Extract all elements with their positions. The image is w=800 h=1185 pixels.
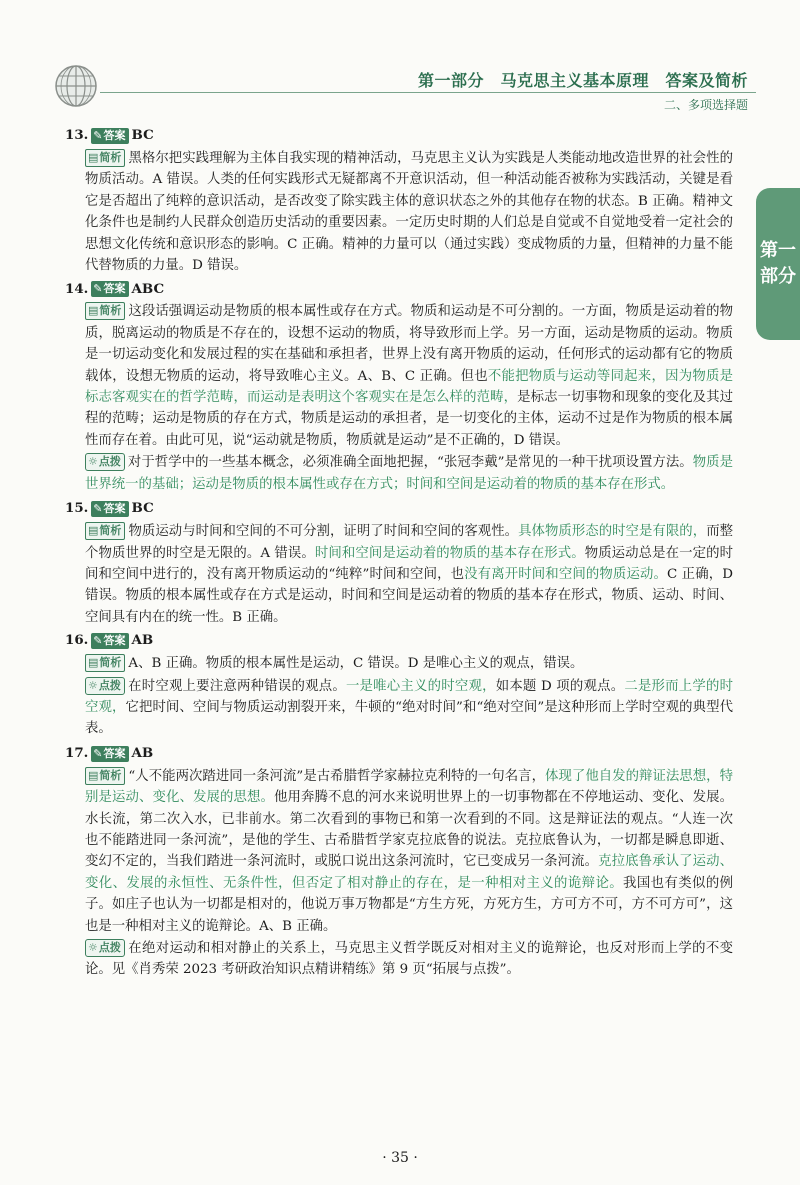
- header-divider: [100, 92, 756, 93]
- tip-text: 在绝对运动和相对静止的关系上，马克思主义哲学既反对相对主义的诡辩论，也反对形而上学的不变论。见《肖秀荣 2023 考研政治知识点精讲精练》第 9 页“拓展与点拨”。: [85, 941, 733, 978]
- explanation-text: “人不能两次踏进同一条河流”是古希腊哲学家赫拉克利特的一句名言，: [128, 768, 546, 784]
- book-icon: ▤: [88, 151, 99, 164]
- explanation: [85, 148, 733, 276]
- highlight-text: 时间和空间是运动着的物质的基本存在形式。: [314, 545, 585, 561]
- answer-label: 答案: [103, 129, 126, 142]
- question-16: [65, 629, 734, 740]
- answer-label: 答案: [103, 746, 126, 760]
- side-section-tab: [756, 188, 800, 340]
- tip-text: 如本题 D 项的观点。: [495, 678, 625, 694]
- tip: [85, 938, 733, 981]
- highlight-text: 体现了他自发的辩证法思想，特别是运动、变化、发展的思想。: [85, 768, 733, 806]
- tip-label: 点拨: [98, 941, 121, 954]
- explain-badge: [85, 149, 125, 167]
- header-title: 第一部分 马克思主义基本原理 答案及简析: [417, 71, 748, 90]
- answer-line: [65, 742, 733, 766]
- answer-value: BC: [131, 500, 154, 517]
- question-number: 14.: [65, 280, 89, 297]
- highlight-text: 具体物质形态的时空是有限的，: [518, 524, 707, 540]
- explanation-text: 我国也有类似的例子。如庄子也认为一切都是相对的，他说万事万物都是“方生方死，方死方生，方可方不可，方不可方可”，这也是一种相对主义的诡辩论。A、B 正确。: [85, 875, 734, 934]
- explanation: [85, 766, 733, 937]
- explanation-text: C 正确，D 错误。物质的根本属性或存在方式是运动，时间和空间是运动着的物质的基本存在形式，物质、运动、时间、空间具有内在的统一性。B 正确。: [85, 566, 733, 625]
- explain-badge: [85, 522, 125, 540]
- explain-badge: [85, 302, 125, 320]
- pencil-icon: ✎: [93, 282, 103, 296]
- explanation-text: 他用奔腾不息的河水来说明世界上的一切事物都在不停地运动、变化、发展。水长流，第二次入水，已非前水。第二次看到的事物已和第一次看到的不同。这是辩证法的观点。“人连一次也不能踏进同一条河流”，是他的学生、古希腊哲学家克拉底鲁的说法。克拉底鲁认为，一切都是瞬息即逝、变幻不定的，当我们踏进一条河流时，或脱口说出这条河流时，它已变成另一条河流。: [85, 790, 734, 870]
- pencil-icon: ✎: [93, 129, 103, 142]
- book-icon: ▤: [88, 768, 99, 782]
- highlight-text: 物质是世界统一的基础；运动是物质的根本属性或存在方式；时间和空间是运动着的物质的基本存在形式。: [85, 455, 733, 492]
- explanation-text: 是标志一切事物和现象的变化及其过程的范畴；运动是物质的存在方式，物质是运动的承担者，是一切变化的主体，运动不过是作为物质的根本属性而存在着。由此可见，说“运动就是物质，物质就是运动”是不正确的，D 错误。: [85, 390, 734, 448]
- answer-value: AB: [131, 632, 154, 649]
- pencil-icon: ✎: [93, 502, 103, 516]
- tip: [85, 676, 733, 740]
- explanation-text: 而整个物质世界的时空是无限的。A 错误。: [85, 524, 734, 561]
- highlight-text: 二是形而上学的时空观，: [85, 678, 734, 715]
- question-14: [65, 277, 734, 495]
- answer-badge: [91, 128, 128, 144]
- explanation-text: 物质运动总是在一定的时间和空间中进行的，没有离开物质运动的“纯粹”时间和空间，也: [85, 545, 734, 582]
- explanation: [85, 521, 733, 628]
- question-number: 15.: [65, 500, 89, 517]
- explain-label: 简析: [99, 304, 122, 318]
- answer-label: 答案: [103, 282, 126, 296]
- pencil-icon: ✎: [93, 746, 103, 760]
- highlight-text: 没有离开时间和空间的物质运动。: [464, 566, 668, 582]
- question-number: 16.: [65, 632, 89, 649]
- answer-content: [65, 124, 734, 983]
- explanation: [85, 653, 733, 674]
- explanation-text: A、B 正确。物质的根本属性是运动，C 错误。D 是唯心主义的观点，错误。: [128, 656, 584, 672]
- side-tab-line2: 部分: [760, 266, 796, 287]
- tip-text: 它把时间、空间与物质运动割裂开来，牛顿的“绝对时间”和“绝对空间”是这种形而上学时空观的典型代表。: [85, 699, 734, 737]
- globe-icon: [54, 64, 98, 108]
- lightbulb-icon: ☼: [88, 941, 98, 954]
- explanation: [85, 301, 733, 451]
- highlight-text: 一是唯心主义的时空观，: [345, 678, 496, 694]
- answer-label: 答案: [103, 502, 126, 516]
- answer-value: AB: [131, 745, 154, 762]
- answer-value: ABC: [131, 280, 165, 297]
- lightbulb-icon: ☼: [88, 455, 98, 469]
- answer-label: 答案: [103, 634, 126, 648]
- explain-label: 简析: [99, 524, 122, 538]
- tip-badge: [85, 677, 125, 695]
- answer-badge: [91, 281, 128, 297]
- answer-line: [65, 497, 733, 521]
- header-subtitle: 二、多项选择题: [663, 98, 748, 112]
- book-icon: ▤: [88, 524, 99, 538]
- explain-label: 简析: [99, 151, 122, 164]
- answer-badge: [91, 746, 128, 762]
- answer-line: [65, 629, 733, 653]
- tip-text: 对于哲学中的一些基本概念，必须准确全面地把握，“张冠李戴”是常见的一种干扰项设置方法。: [127, 455, 693, 471]
- question-15: [65, 497, 734, 628]
- answer-value: BC: [131, 127, 154, 144]
- answer-line: [65, 124, 733, 148]
- question-number: 17.: [65, 745, 89, 762]
- tip-label: 点拨: [98, 678, 121, 692]
- page-number: · 35 ·: [382, 1150, 418, 1166]
- tip-label: 点拨: [98, 455, 121, 469]
- book-icon: ▤: [88, 304, 99, 318]
- answer-line: [65, 277, 733, 301]
- tip-badge: [85, 939, 125, 957]
- pencil-icon: ✎: [93, 634, 103, 648]
- tip: [85, 452, 733, 495]
- side-tab-line1: 第一: [760, 240, 796, 261]
- lightbulb-icon: ☼: [88, 678, 98, 692]
- explain-badge: [85, 767, 125, 785]
- explanation-text: 物质运动与时间和空间的不可分割，证明了时间和空间的客观性。: [128, 524, 519, 540]
- tip-badge: [85, 453, 125, 471]
- question-13: [65, 124, 733, 276]
- tip-text: 在时空观上要注意两种错误的观点。: [127, 678, 346, 694]
- highlight-text: 不能把物质与运动等同起来，因为物质是标志客观实在的哲学范畴，而运动是表明这个客观实在是怎么样的范畴，: [85, 368, 733, 406]
- explain-label: 简析: [99, 768, 122, 782]
- explain-label: 简析: [99, 656, 122, 670]
- answer-badge: [91, 633, 128, 649]
- page-header: [0, 0, 800, 120]
- explanation-text: 黑格尔把实践理解为主体自我实现的精神活动，马克思主义认为实践是人类能动地改造世界的社会性的物质活动。A 错误。人类的任何实践形式无疑都离不开意识活动，但一种活动能否被称为实践活动，关键是看它是否超出了纯粹的意识活动，是否改变了除实践主体的意识状态之外的其他存在物的状态。B 正确。精神文化条件也是制约人民群众创造历史活动的重要因素。一定历史时期的人们总是自觉或不自觉地受着一定社会的思想文化传统和意识形态的影响。C 正确。精神的力量可以（通过实践）变成物质的力量，但精神的力量不能代替物质的力量。D 错误。: [85, 151, 733, 274]
- highlight-text: 克拉底鲁承认了运动、变化、发展的永恒性、无条件性，但否定了相对静止的存在，是一种相对主义的诡辩论。: [85, 854, 734, 891]
- answer-badge: [91, 501, 128, 517]
- question-17: [65, 742, 734, 981]
- question-number: 13.: [65, 127, 89, 144]
- explain-badge: [85, 654, 125, 672]
- explanation-text: 这段话强调运动是物质的根本属性或存在方式。物质和运动是不可分割的。一方面，物质是运动着的物质，脱离运动的物质是不存在的，设想不运动的物质，将导致形而上学。另一方面，运动是物质的运动。物质是一切运动变化和发展过程的实在基础和承担者，世界上没有离开物质的运动，任何形式的运动都有它的物质载体，设想无物质的运动，将导致唯心主义。A、B、C 正确。但也: [85, 304, 733, 384]
- book-icon: ▤: [88, 656, 99, 670]
